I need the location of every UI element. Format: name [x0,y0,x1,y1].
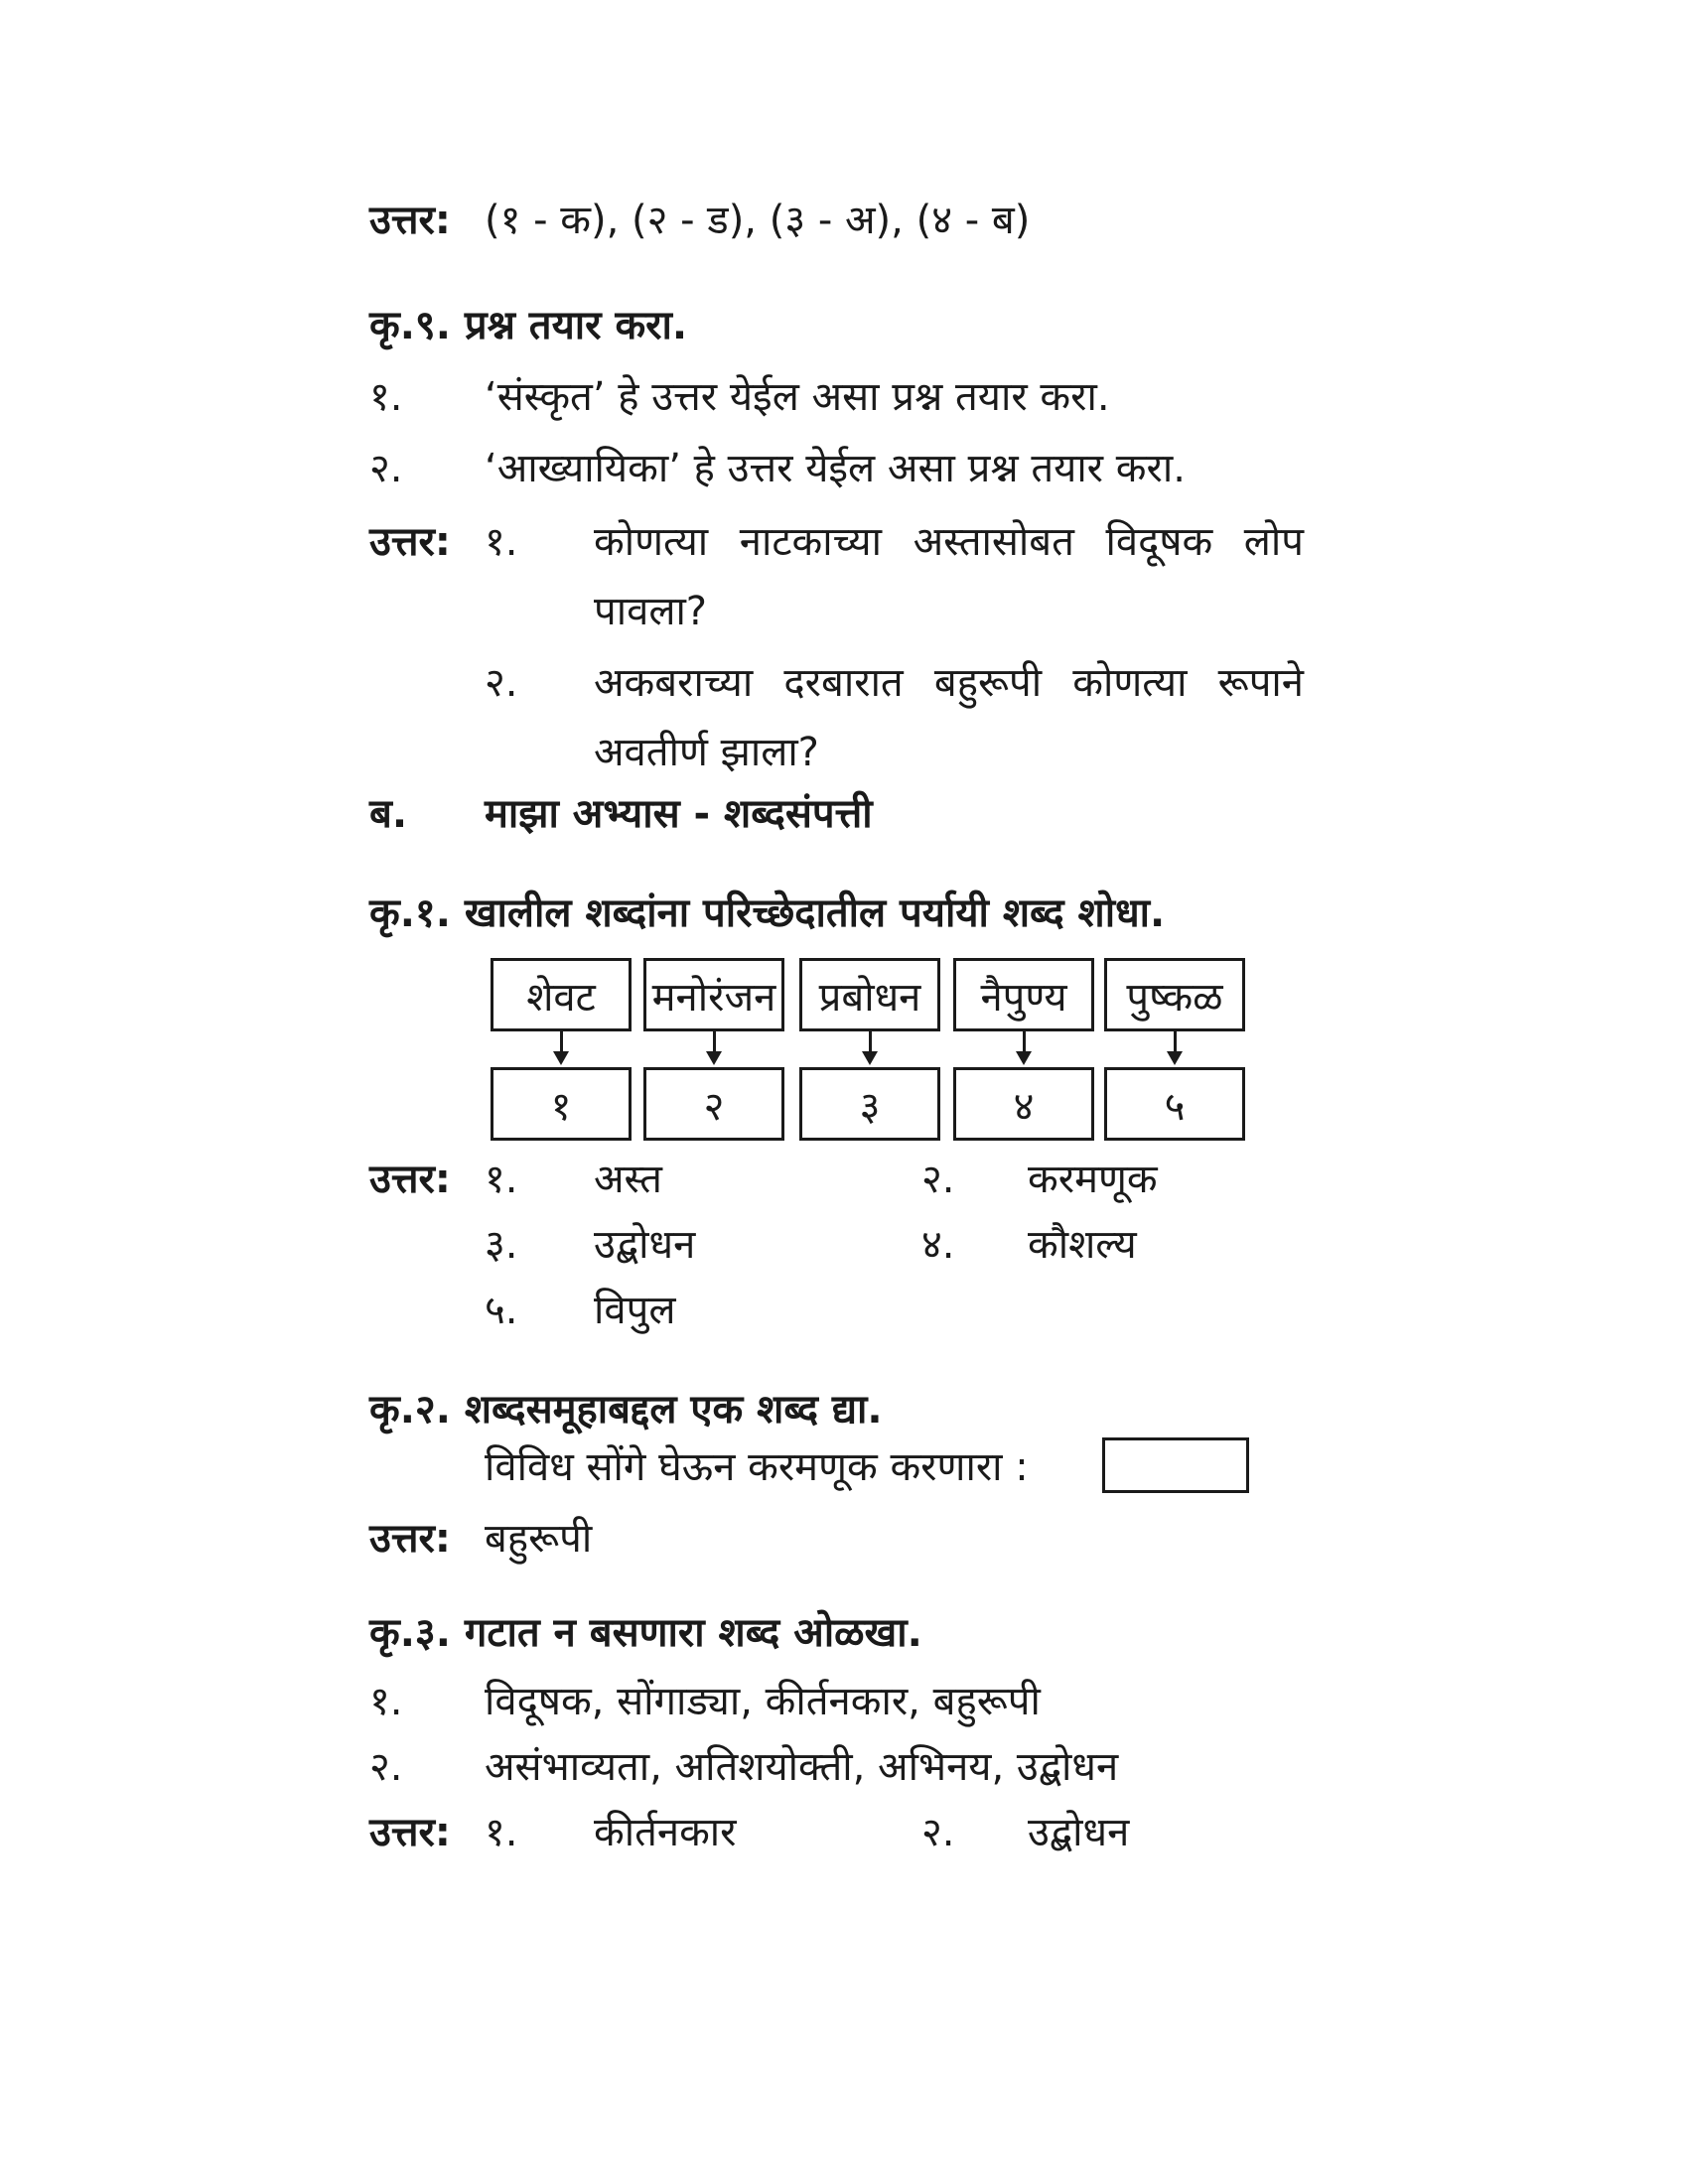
arrow-down-icon [1023,1031,1026,1061]
q3-item-1-num: १. [369,1679,403,1724]
number-box-4: ४ [953,1067,1094,1141]
q2-answer-box [1102,1437,1249,1493]
q1-answer-5-text: विपुल [594,1288,676,1333]
word-box-1: शेवट [491,958,632,1031]
q2-answer: बहुरूपी [485,1516,593,1562]
q9-item-2-text: ‘आख्यायिका’ हे उत्तर येईल असा प्रश्न तयार करा. [485,446,1186,491]
q2-title: कृ.२. शब्दसमूहाबद्दल एक शब्द द्या. [369,1387,883,1433]
top-answer: (१ - क), (२ - ड), (३ - अ), (४ - ब) [485,198,1031,243]
q9-item-1-text: ‘संस्कृत’ हे उत्तर येईल असा प्रश्न तयार करा. [485,374,1110,420]
q3-item-1-text: विदूषक, सोंगाड्या, कीर्तनकार, बहुरूपी [485,1679,1041,1724]
q1-answer-3-num: ३. [485,1222,518,1268]
q1-answer-5-num: ५. [485,1288,518,1333]
q9-answer-1-num: १. [485,519,518,565]
q3-answer-2-text: उद्बोधन [1028,1810,1130,1855]
number-box-1: १ [491,1067,632,1141]
q1-answer-1-text: अस्त [594,1157,662,1202]
arrow-down-icon [869,1031,872,1061]
q9-answer-2-line1: अकबराच्या दरबारात बहुरूपी कोणत्या रूपाने [594,660,1304,706]
q9-answer-label: उत्तर: [369,519,451,565]
q3-answer-label: उत्तर: [369,1810,451,1855]
q9-answer-1-line1: कोणत्या नाटकाच्या अस्तासोबत विदूषक लोप [594,519,1304,565]
section-b-title: माझा अभ्यास - शब्दसंपत्ती [485,791,873,837]
q9-answer-1-line2: पावला? [594,589,708,634]
q9-answer-2-line2: अवतीर्ण झाला? [594,730,819,775]
q1-answer-4-num: ४. [921,1222,955,1268]
word-box-3: प्रबोधन [799,958,940,1031]
q9-title: कृ.९. प्रश्न तयार करा. [369,303,688,348]
q3-title: कृ.३. गटात न बसणारा शब्द ओळखा. [369,1610,922,1656]
q9-answer-2-num: २. [485,660,518,706]
number-box-2: २ [643,1067,784,1141]
number-box-5: ५ [1104,1067,1245,1141]
word-box-2: मनोरंजन [643,958,784,1031]
section-b-label: ब. [369,791,408,837]
q9-item-1-num: १. [369,374,403,420]
q1-answer-1-num: १. [485,1157,518,1202]
arrow-down-icon [713,1031,716,1061]
q1-answer-4-text: कौशल्य [1028,1222,1137,1268]
word-box-5: पुष्कळ [1104,958,1245,1031]
q1-answer-label: उत्तर: [369,1157,451,1202]
q9-item-2-num: २. [369,446,403,491]
answer-label: उत्तर: [369,198,451,243]
q1-title: कृ.१. खालील शब्दांना परिच्छेदातील पर्यायी शब्द शोधा. [369,890,1166,936]
q2-answer-label: उत्तर: [369,1516,451,1562]
number-box-3: ३ [799,1067,940,1141]
arrow-down-icon [1174,1031,1177,1061]
q1-answer-2-num: २. [921,1157,955,1202]
q1-answer-3-text: उद्बोधन [594,1222,696,1268]
q3-answer-1-text: कीर्तनकार [594,1810,737,1855]
q3-answer-1-num: १. [485,1810,518,1855]
q3-item-2-text: असंभाव्यता, अतिशयोक्ती, अभिनय, उद्बोधन [485,1744,1119,1790]
word-box-4: नैपुण्य [953,958,1094,1031]
arrow-down-icon [560,1031,563,1061]
q3-answer-2-num: २. [921,1810,955,1855]
q3-item-2-num: २. [369,1744,403,1790]
q2-prompt: विविध सोंगे घेऊन करमणूक करणारा : [485,1444,1029,1490]
q1-answer-2-text: करमणूक [1028,1157,1158,1202]
